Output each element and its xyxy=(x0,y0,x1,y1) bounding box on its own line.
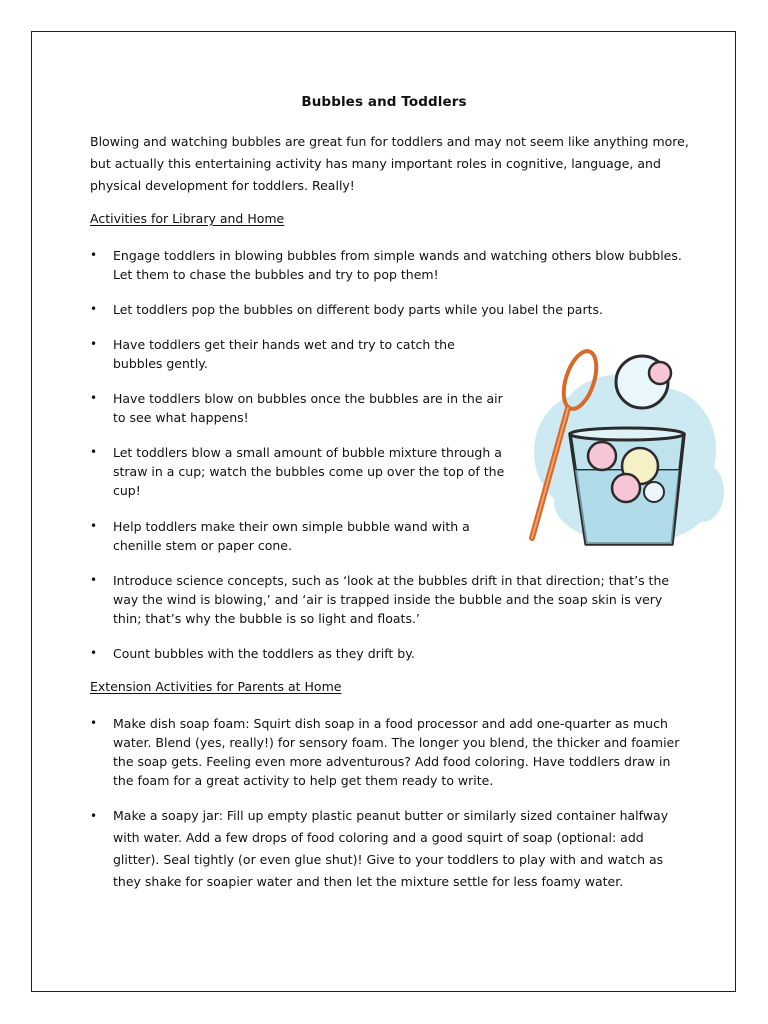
bullet-icon: • xyxy=(90,716,98,730)
bubble-wand-cup-icon xyxy=(522,342,726,554)
list-item-text: Let toddlers pop the bubbles on different body parts while you label the parts. xyxy=(113,302,603,317)
bullet-icon: • xyxy=(90,519,98,533)
list-item-text: Have toddlers blow on bubbles once the bubbles are in the air to see what happens! xyxy=(113,391,503,425)
section-heading-parents: Extension Activities for Parents at Home xyxy=(90,679,342,694)
bullet-icon: • xyxy=(90,809,98,823)
bullet-icon: • xyxy=(90,248,98,262)
section-heading-library: Activities for Library and Home xyxy=(90,211,285,226)
bullet-icon: • xyxy=(90,646,98,660)
list-item-text: Have toddlers get their hands wet and try to catch the bubbles gently. xyxy=(113,337,455,371)
bullet-icon: • xyxy=(90,302,98,316)
bullet-icon: • xyxy=(90,445,98,459)
bullet-icon: • xyxy=(90,391,98,405)
list-item-text: Make a soapy jar: Fill up empty plastic peanut butter or similarly sized container halfway with water. Add a few drops of food coloring and a good squirt of soap (optional: add glitter). Seal tightly (or even glue shut)! Give to your toddlers to play with and watch as they shake for soapier water and then let the mixture settle for less foamy water. xyxy=(113,808,669,889)
list-item-text: Engage toddlers in blowing bubbles from simple wands and watching others blow bubbles. Let them to chase the bubbles and try to pop them! xyxy=(113,248,682,282)
bullet-icon: • xyxy=(90,337,98,351)
list-item-text: Introduce science concepts, such as ‘look at the bubbles drift in that direction; that’s the way the wind is blowing,’ and ‘air is trapped inside the bubble and the soap skin is very thin; that’s why the bubble is so light and floats.’ xyxy=(113,573,670,626)
document-title: Bubbles and Toddlers xyxy=(301,94,467,110)
list-item-text: Make dish soap foam: Squirt dish soap in a food processor and add one-quarter as much water. Blend (yes, really!) for sensory foam. The longer you blend, the thicker and foamier the soap gets. Feeling even more adventurous? Add food coloring. Have toddlers draw in the foam for a great activity to help get them ready to write. xyxy=(113,716,680,788)
list-item-text: Count bubbles with the toddlers as they drift by. xyxy=(113,646,415,661)
list-item-text: Let toddlers blow a small amount of bubble mixture through a straw in a cup; watch the bubbles come up over the top of the cup! xyxy=(113,445,505,498)
list-item-text: Help toddlers make their own simple bubble wand with a chenille stem or paper cone. xyxy=(113,519,470,553)
intro-paragraph: Blowing and watching bubbles are great fun for toddlers and may not seem like anything more, but actually this entertaining activity has many important roles in cognitive, language, and physical development for toddlers. Really! xyxy=(90,134,689,193)
bullet-icon: • xyxy=(90,573,98,587)
